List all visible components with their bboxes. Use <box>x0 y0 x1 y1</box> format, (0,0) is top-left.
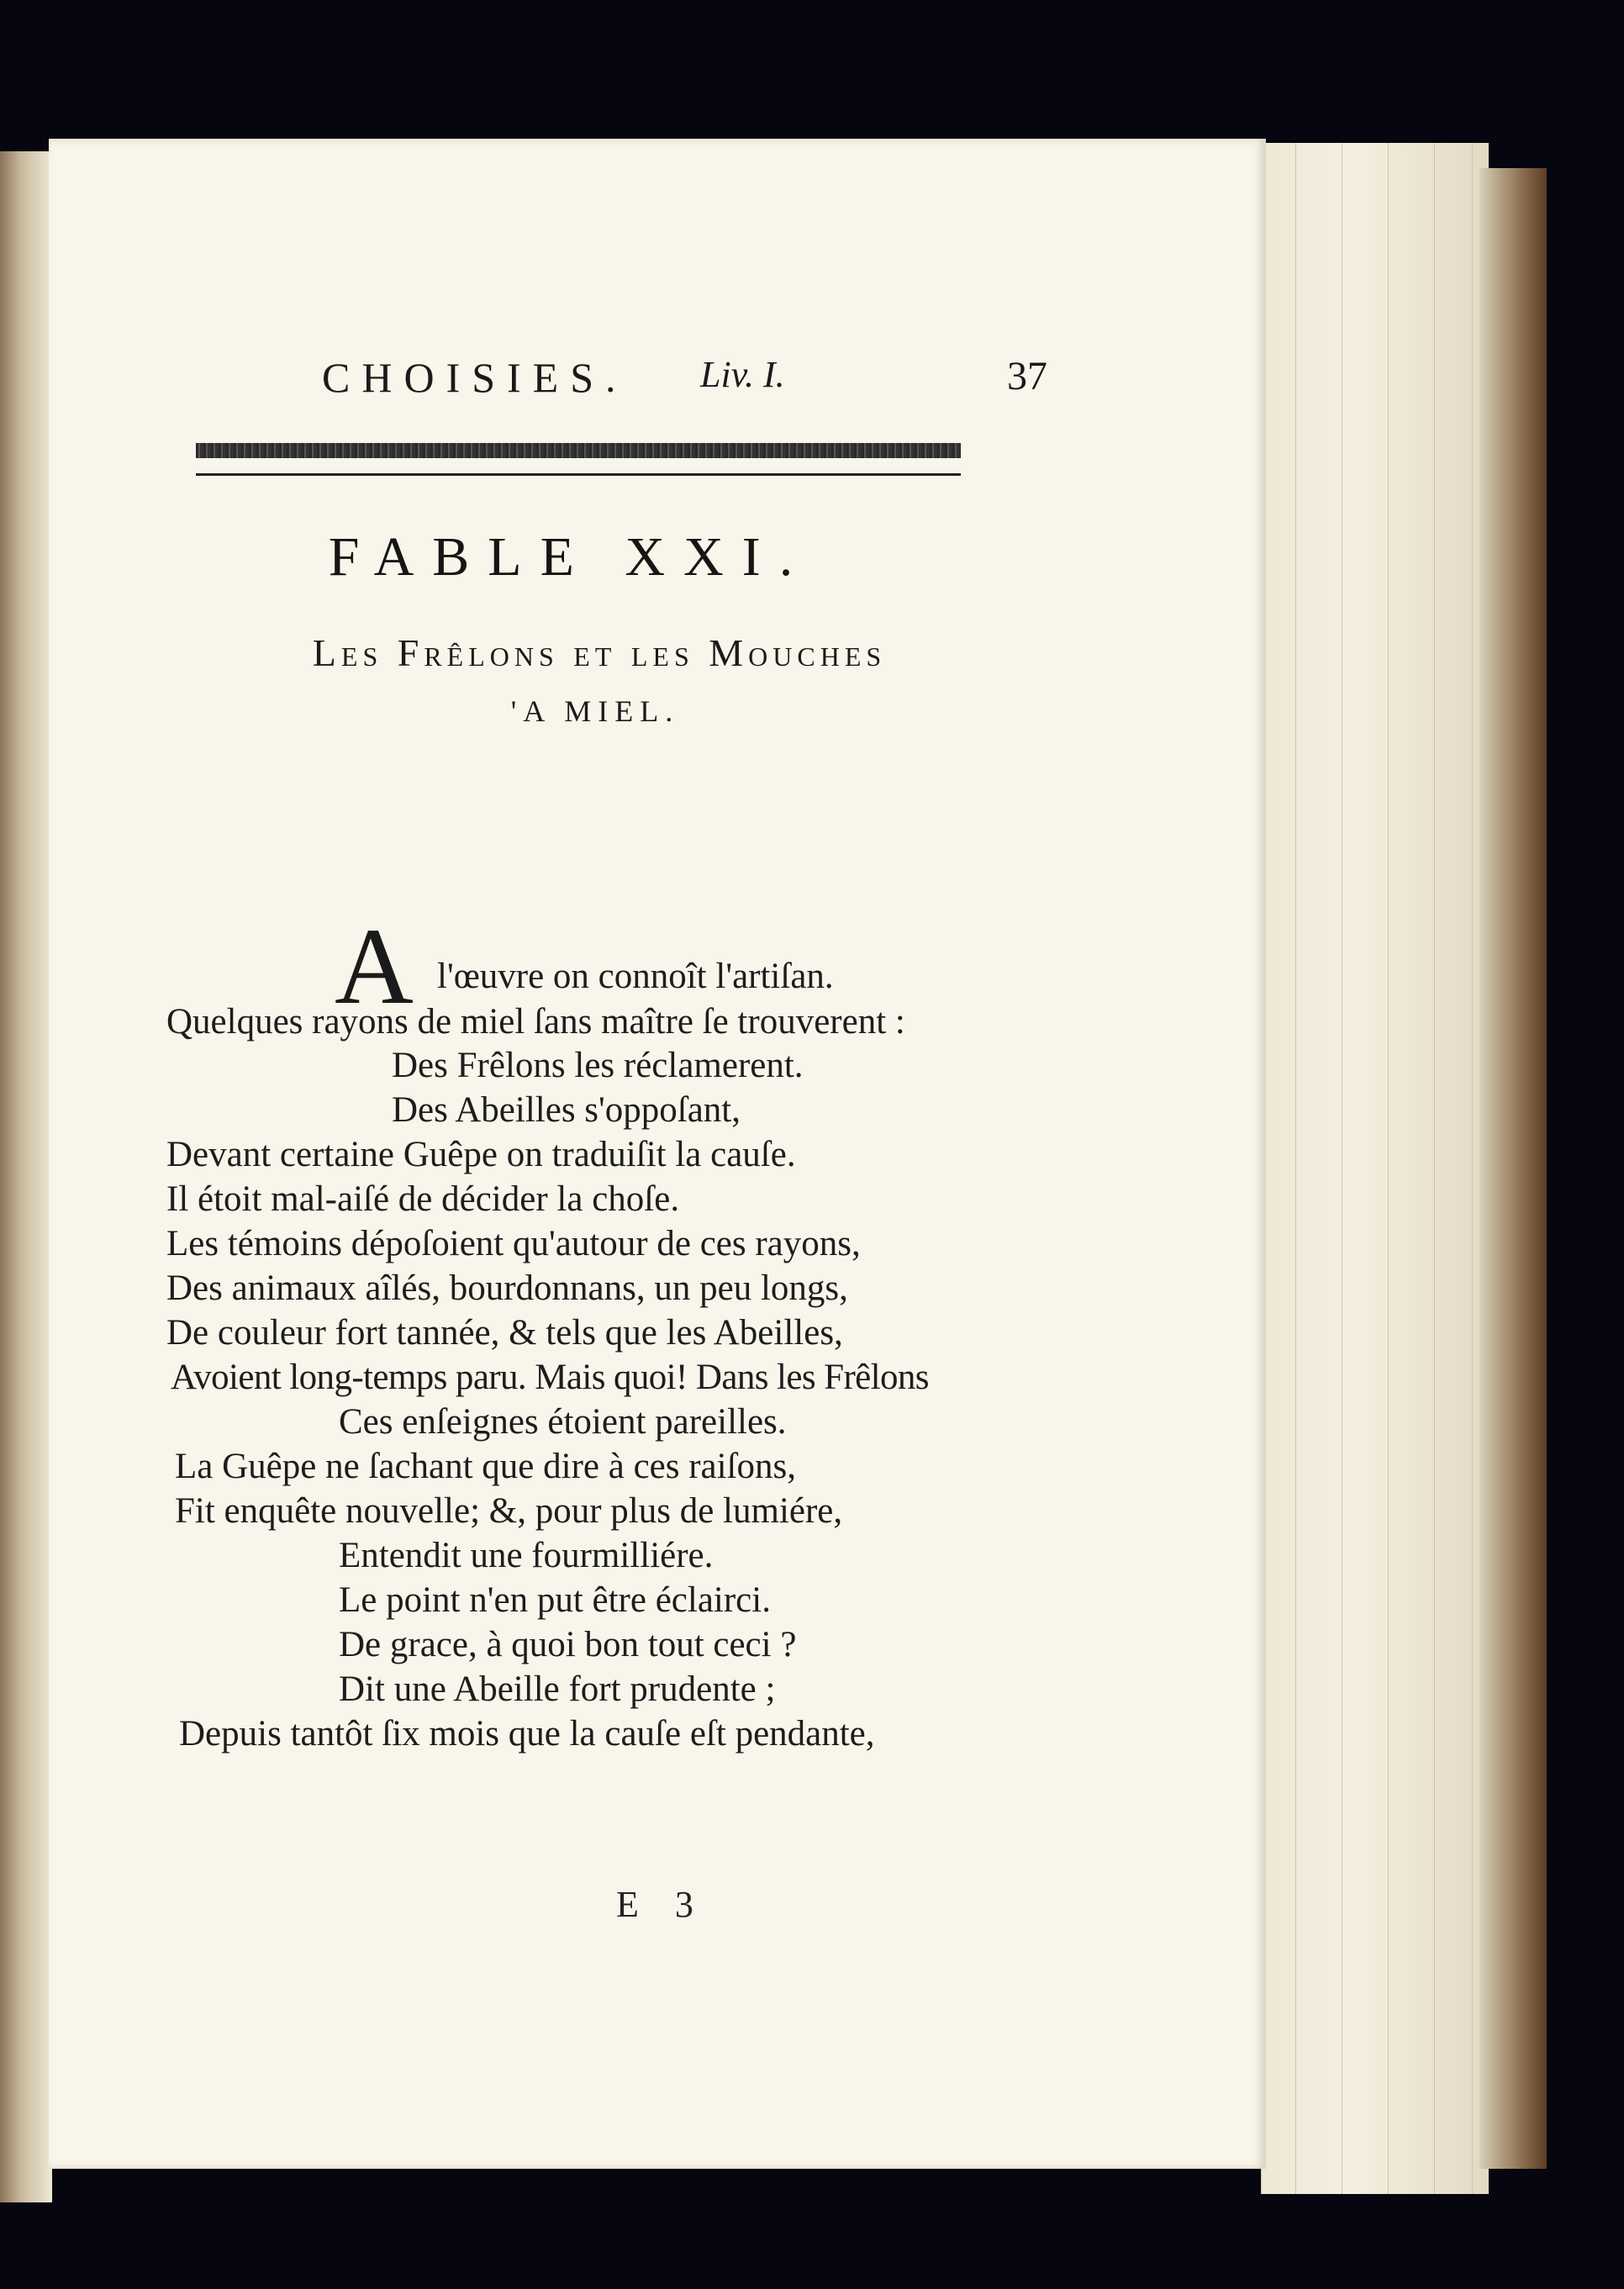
facing-page-edge <box>0 151 52 2202</box>
verse-line: De couleur fort tannée, & tels que les Abeilles, <box>166 1313 843 1353</box>
verse-line: Avoient long-temps paru. Mais quoi! Dans les Frêlons <box>171 1358 929 1397</box>
page-number: 37 <box>1007 354 1047 398</box>
running-head <box>322 353 1062 412</box>
verse-line: Depuis tantôt ſix mois que la cauſe eſt pendante, <box>179 1714 875 1754</box>
signature-mark: E 3 <box>616 1884 707 1925</box>
fable-number: FABLE XXI. <box>328 526 812 588</box>
verse-line: Entendit une fourmilliére. <box>339 1536 714 1575</box>
verse-line: Des Frêlons les réclamerent. <box>392 1046 804 1085</box>
drop-cap: A <box>335 906 414 1027</box>
book-fore-edge <box>1479 168 1547 2169</box>
running-head-title: CHOISIES. <box>322 354 628 401</box>
verse-line: Il étoit mal-aiſé de décider la choſe. <box>166 1179 680 1219</box>
verse-line: Des Abeilles s'oppoſant, <box>392 1090 741 1130</box>
verse-line: Le point n'en put être éclairci. <box>339 1580 771 1620</box>
verse-first-line: l'œuvre on connoît l'artiſan. <box>437 957 834 996</box>
verse-line: Dit une Abeille fort prudente ; <box>339 1669 776 1709</box>
book-page <box>49 139 1266 2169</box>
verse-line: Les témoins dépoſoient qu'autour de ces rayons, <box>166 1224 861 1263</box>
verse-line: Quelques rayons de miel ſans maître ſe trouverent : <box>166 1002 905 1042</box>
running-head-book: Liv. I. <box>700 354 785 395</box>
verse-line: Devant certaine Guêpe on traduiſit la cauſe. <box>166 1135 796 1174</box>
verse-line: Fit enquête nouvelle; &, pour plus de lumiére, <box>175 1491 843 1531</box>
fable-title-line-1: Les Frêlons et les Mouches <box>312 631 887 674</box>
page-stack-edge <box>1261 143 1489 2194</box>
ornamental-rule <box>196 443 961 458</box>
verse-line: La Guêpe ne ſachant que dire à ces raiſons, <box>175 1447 797 1486</box>
thin-rule <box>196 473 961 476</box>
verse-line: De grace, à quoi bon tout ceci ? <box>339 1625 797 1664</box>
verse-line: Ces enſeignes étoient pareilles. <box>339 1402 787 1442</box>
fable-title-line-2: 'A MIEL. <box>510 694 680 728</box>
verse-line: Des animaux aîlés, bourdonnans, un peu longs, <box>166 1268 848 1308</box>
